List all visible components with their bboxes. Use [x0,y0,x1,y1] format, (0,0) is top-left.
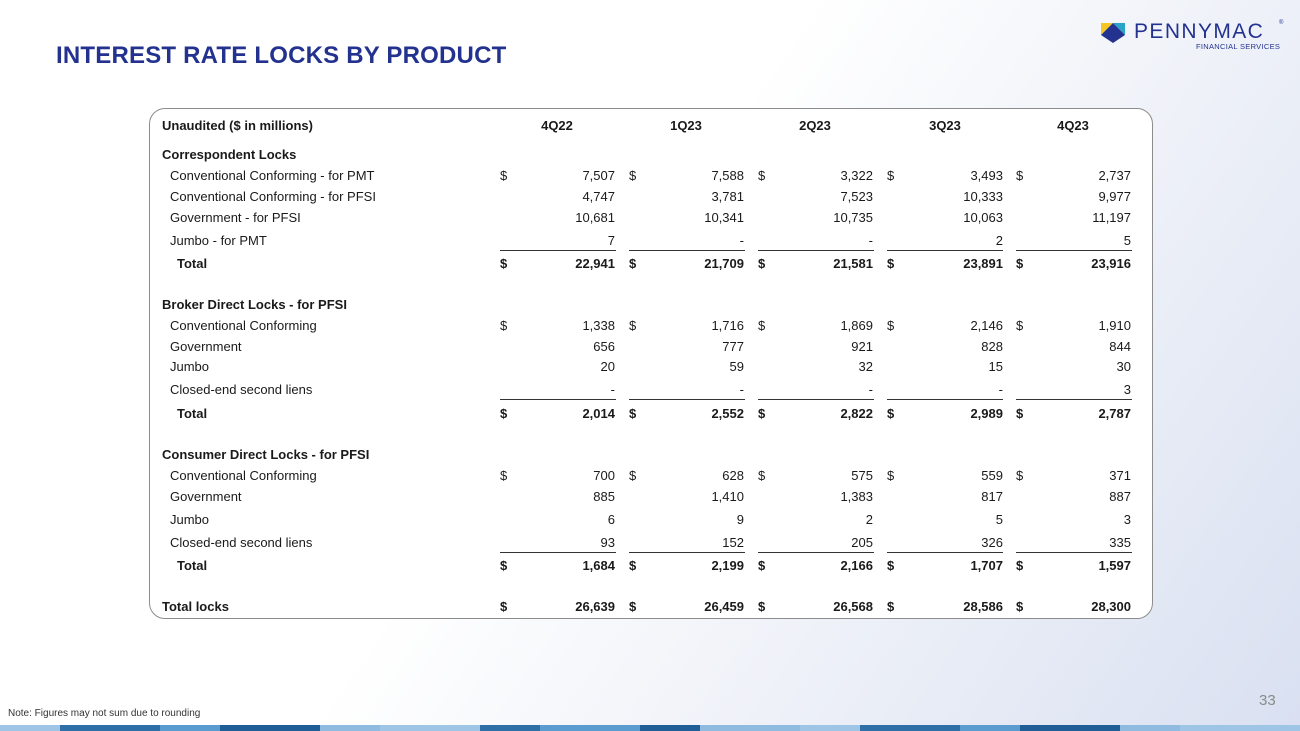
table-row [150,187,1154,207]
currency-symbol: $ [629,406,637,421]
table-row [150,166,1154,186]
subtotal-rule [758,552,874,553]
table-row-value: 700 [593,468,615,483]
table-row-value: 7 [607,233,615,248]
subtotal-rule [500,552,616,553]
accent-bar-segment [320,725,380,731]
table-row [150,380,1154,400]
currency-symbol: $ [887,599,895,614]
table-row-value: 371 [1109,468,1131,483]
section-title [150,295,1154,315]
grand-total-row-value: 26,568 [833,599,873,614]
table-row-value: 4,747 [582,189,615,204]
table-row-value: 656 [593,339,615,354]
currency-symbol: $ [887,318,895,333]
section-title [150,445,1154,465]
table-row-value: 11,197 [1092,210,1131,225]
currency-symbol: $ [1016,168,1024,183]
currency-symbol: $ [629,256,637,271]
currency-symbol: $ [500,558,508,573]
table-row-label: Conventional Conforming [170,318,317,333]
table-row-label: Jumbo - for PMT [170,233,267,248]
table-row-value: 1,910 [1098,318,1131,333]
logo-name: PENNYMAC [1134,20,1265,43]
table-row-value: 3 [1123,382,1131,397]
table-row [150,510,1154,530]
total-row-value: 2,787 [1098,406,1131,421]
currency-symbol: $ [1016,318,1024,333]
table-row-value: 828 [981,339,1003,354]
currency-symbol: $ [758,406,766,421]
total-row [150,556,1154,576]
table-row-value: 10,681 [575,210,615,225]
accent-bar-segment [380,725,480,731]
table-row-value: 7,507 [582,168,615,183]
total-row-value: 22,941 [575,256,615,271]
table-row [150,487,1154,507]
column-header-1q23: 1Q23 [670,118,702,133]
table-row-value: 6 [607,512,615,527]
accent-bar-segment [60,725,160,731]
subtotal-rule [629,552,745,553]
pennymac-logo-icon [1101,21,1127,45]
table-row [150,337,1154,357]
total-row-label: Total [177,256,208,271]
currency-symbol: $ [629,558,637,573]
table-row-value: 5 [995,512,1003,527]
currency-symbol: $ [758,256,766,271]
total-row-value: 23,891 [963,256,1003,271]
table-row-value: 1,383 [840,489,873,504]
table-row-label: Closed-end second liens [170,382,313,397]
currency-symbol: $ [500,256,508,271]
accent-bar-segment [1120,725,1180,731]
table-row-label: Conventional Conforming [170,468,317,483]
table-row-value: - [739,233,744,248]
currency-symbol: $ [500,468,508,483]
table-row-value: 921 [851,339,873,354]
table-row-value: 3,781 [711,189,744,204]
subtotal-rule [1016,250,1132,251]
table-row [150,466,1154,486]
page-title: INTEREST RATE LOCKS BY PRODUCT [56,42,507,69]
currency-symbol: $ [887,168,895,183]
subtotal-rule [887,399,1003,400]
currency-symbol: $ [629,318,637,333]
currency-symbol: $ [500,168,508,183]
currency-symbol: $ [1016,468,1024,483]
bottom-accent-bar [0,725,1300,731]
total-row-label: Total [177,558,208,573]
total-row [150,254,1154,274]
table-row [150,316,1154,336]
table-row-value: - [739,382,744,397]
column-header-4q23: 4Q23 [1057,118,1089,133]
table-row-label: Conventional Conforming - for PFSI [170,189,376,204]
table-row-value: 3,322 [840,168,873,183]
accent-bar-segment [860,725,960,731]
accent-bar-segment [700,725,800,731]
footnote: Note: Figures may not sum due to rounding [8,708,201,719]
grand-total-row-value: 26,459 [704,599,744,614]
accent-bar-segment [480,725,540,731]
currency-symbol: $ [758,168,766,183]
total-row-value: 1,597 [1098,558,1131,573]
table-row-value: 887 [1109,489,1131,504]
total-row-value: 2,166 [840,558,873,573]
currency-symbol: $ [1016,599,1024,614]
table-row-value: 10,333 [963,189,1003,204]
table-row-value: 844 [1109,339,1131,354]
total-row-value: 2,552 [711,406,744,421]
accent-bar-segment [640,725,700,731]
table-row-value: 7,523 [840,189,873,204]
table-row-value: 777 [722,339,744,354]
total-row-value: 2,822 [840,406,873,421]
subtotal-rule [887,250,1003,251]
table-row-value: 9 [736,512,744,527]
table-row-value: 335 [1109,535,1131,550]
page-number: 33 [1259,692,1276,709]
table-row-value: 1,338 [582,318,615,333]
currency-symbol: $ [500,318,508,333]
table-row-value: 2,737 [1098,168,1131,183]
total-row-value: 2,199 [711,558,744,573]
currency-symbol: $ [887,558,895,573]
table-row-value: 15 [988,359,1003,374]
subtotal-rule [629,250,745,251]
currency-symbol: $ [629,599,637,614]
currency-symbol: $ [500,599,508,614]
currency-symbol: $ [629,168,637,183]
table-row [150,208,1154,228]
grand-total-row-value: 28,586 [963,599,1003,614]
table-row-value: 326 [981,535,1003,550]
table-row-value: 1,410 [711,489,744,504]
table-row-value: 2,146 [970,318,1003,333]
table-row-value: - [868,233,873,248]
table-row-label: Jumbo [170,512,210,527]
table-row-value: 10,735 [833,210,873,225]
total-row-value: 21,709 [704,256,744,271]
total-row-value: 1,684 [582,558,615,573]
company-logo [1101,20,1287,50]
currency-symbol: $ [758,318,766,333]
subtotal-rule [500,399,616,400]
accent-bar-segment [540,725,640,731]
section-title [150,145,1154,165]
accent-bar-segment [220,725,320,731]
table-row-value: 2 [995,233,1003,248]
table-row-value: 152 [722,535,744,550]
total-row-value: 1,707 [970,558,1003,573]
table-row-value: - [998,382,1003,397]
table-row-value: 59 [729,359,744,374]
table-row-label: Government [170,489,242,504]
table-row-value: - [610,382,615,397]
subtotal-rule [1016,552,1132,553]
table-row-value: 1,716 [711,318,744,333]
section-title-label: Broker Direct Locks - for PFSI [162,297,347,312]
table-row-value: - [868,382,873,397]
logo-registered-mark: ® [1279,20,1284,26]
currency-symbol: $ [758,558,766,573]
table-row-value: 30 [1116,359,1131,374]
table-row-value: 5 [1123,233,1131,248]
currency-symbol: $ [629,468,637,483]
table-row-value: 1,869 [840,318,873,333]
unit-label: Unaudited ($ in millions) [162,118,313,133]
table-row-value: 10,341 [704,210,744,225]
grand-total-row-value: 26,639 [575,599,615,614]
table-row-label: Conventional Conforming - for PMT [170,168,375,183]
column-header-2q23: 2Q23 [799,118,831,133]
table-row-value: 3 [1123,512,1131,527]
subtotal-rule [500,250,616,251]
table-row-value: 559 [981,468,1003,483]
table-row-label: Government [170,339,242,354]
total-row-value: 2,989 [970,406,1003,421]
total-row [150,404,1154,424]
column-header-4q22: 4Q22 [541,118,573,133]
table-row-value: 885 [593,489,615,504]
currency-symbol: $ [887,256,895,271]
accent-bar-segment [160,725,220,731]
total-row-value: 23,916 [1091,256,1131,271]
table-row-value: 7,588 [711,168,744,183]
section-title-label: Consumer Direct Locks - for PFSI [162,447,370,462]
table-row-value: 575 [851,468,873,483]
table-row-value: 3,493 [970,168,1003,183]
currency-symbol: $ [887,406,895,421]
subtotal-rule [758,399,874,400]
subtotal-rule [758,250,874,251]
table-row-value: 628 [722,468,744,483]
table-row-label: Jumbo [170,359,210,374]
table-row-value: 20 [600,359,615,374]
section-title-label: Correspondent Locks [162,147,297,162]
accent-bar-segment [1020,725,1120,731]
accent-bar-segment [800,725,860,731]
currency-symbol: $ [1016,558,1024,573]
column-header-3q23: 3Q23 [929,118,961,133]
currency-symbol: $ [758,599,766,614]
table-row [150,533,1154,553]
subtotal-rule [1016,399,1132,400]
subtotal-rule [629,399,745,400]
total-row-value: 2,014 [582,406,615,421]
grand-total-row-label: Total locks [162,599,229,614]
currency-symbol: $ [1016,256,1024,271]
accent-bar-segment [1180,725,1300,731]
table-row-value: 205 [851,535,873,550]
grand-total-row-value: 28,300 [1091,599,1131,614]
table-row-label: Closed-end second liens [170,535,313,550]
table-row-value: 2 [865,512,873,527]
table-row-value: 10,063 [963,210,1003,225]
locks-table [149,108,1153,619]
grand-total-row [150,597,1154,617]
currency-symbol: $ [758,468,766,483]
total-row-value: 21,581 [833,256,873,271]
currency-symbol: $ [1016,406,1024,421]
table-row-value: 817 [981,489,1003,504]
accent-bar-segment [960,725,1020,731]
accent-bar-segment [0,725,60,731]
table-row-value: 32 [858,359,873,374]
table-header-row [150,116,1154,136]
currency-symbol: $ [500,406,508,421]
table-row [150,357,1154,377]
logo-subtitle: FINANCIAL SERVICES [1196,42,1281,51]
table-row-label: Government - for PFSI [170,210,301,225]
table-row [150,231,1154,251]
table-row-value: 9,977 [1098,189,1131,204]
total-row-label: Total [177,406,208,421]
table-row-value: 93 [600,535,615,550]
subtotal-rule [887,552,1003,553]
currency-symbol: $ [887,468,895,483]
